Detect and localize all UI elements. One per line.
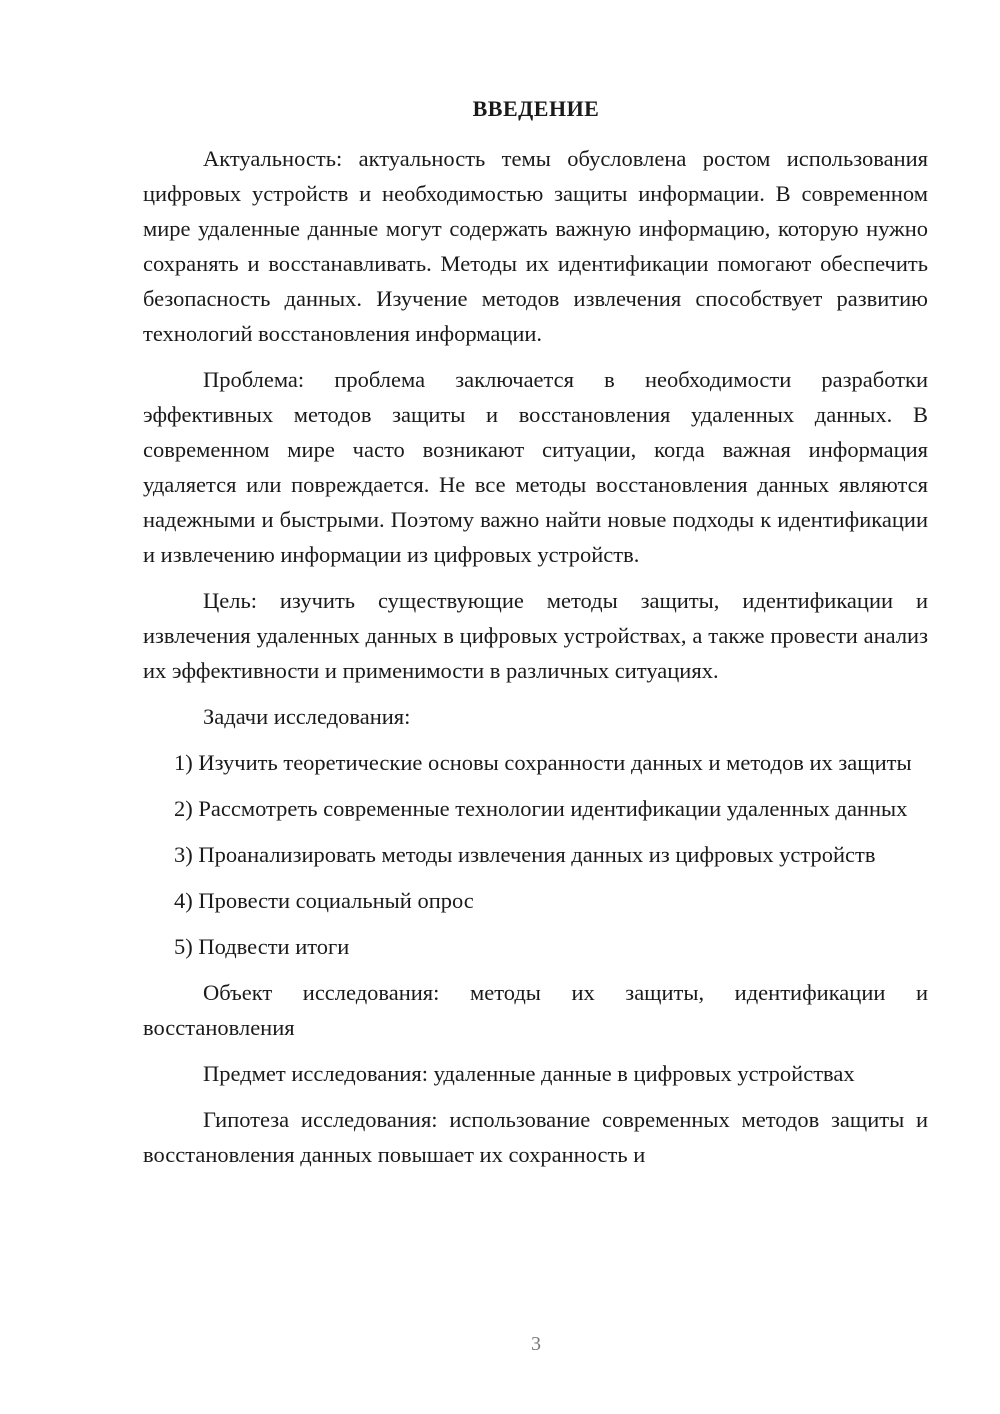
- section-title: ВВЕДЕНИЕ: [472, 96, 600, 121]
- document-body: [143, 141, 928, 1172]
- tasks-heading: Задачи исследования:: [203, 704, 411, 729]
- paragraph-hypothesis: Гипотеза исследования: использование современных методов защиты и восстановления данных повышает их сохранность и: [143, 1107, 928, 1167]
- page-number: 3: [531, 1333, 541, 1355]
- paragraph-goal: Цель: изучить существующие методы защиты, идентификации и извлечения удаленных данных в цифровых устройствах, а также провести анализ их эффективности и применимости в различных ситуациях.: [143, 588, 928, 683]
- paragraph-subject: Предмет исследования: удаленные данные в цифровых устройствах: [203, 1061, 855, 1086]
- task-item: 2) Рассмотреть современные технологии идентификации удаленных данных: [174, 796, 908, 821]
- task-item: 1) Изучить теоретические основы сохранности данных и методов их защиты: [174, 750, 912, 775]
- paragraph-relevance: Актуальность: актуальность темы обусловлена ростом использования цифровых устройств и необходимостью защиты информации. В современном мире удаленные данные могут содержать важную информацию, которую нужно сохранять и восстанавливать. Методы их идентификации помогают обеспечить безопасность данных. Изучение методов извлечения способствует развитию технологий восстановления информации.: [143, 146, 928, 346]
- paragraph-object: Объект исследования: методы их защиты, идентификации и восстановления: [143, 980, 928, 1040]
- paragraph-problem: Проблема: проблема заключается в необходимости разработки эффективных методов защиты и восстановления удаленных данных. В современном мире часто возникают ситуации, когда важная информация удаляется или повреждается. Не все методы восстановления данных являются надежными и быстрыми. Поэтому важно найти новые подходы к идентификации и извлечению информации из цифровых устройств.: [143, 367, 928, 567]
- task-item: 5) Подвести итоги: [174, 934, 350, 959]
- task-item: 4) Провести социальный опрос: [174, 888, 474, 913]
- task-item: 3) Проанализировать методы извлечения данных из цифровых устройств: [174, 842, 876, 867]
